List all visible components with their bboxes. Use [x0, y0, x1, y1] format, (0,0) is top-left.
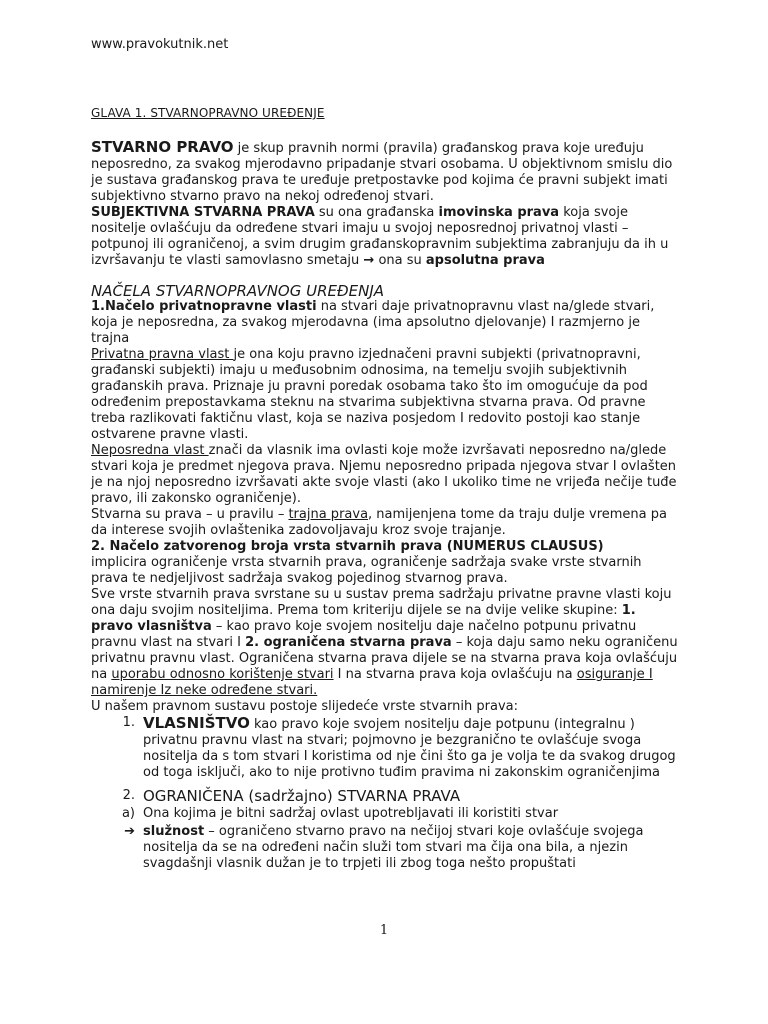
- paragraph-stvarno-pravo: STVARNO PRAVO je skup pravnih normi (pravila) građanskog prava koje uređuju neposredno, za svakog mjerodavno pripadanje stvari osobama. U objektivnom smislu dio je sustava građanskog prava te uređuje pretpostavke pod kojima će pravni subjekt imati subjektivno stvarno pravo na nekoj određenoj stvari.: [91, 138, 673, 204]
- paragraph-privatna-vlast: Privatna pravna vlast je ona koju pravno izjednačeni pravni subjekti (privatnopravni, građanski subjekti) imaju u međusobnim odnosima, na temelju svojih subjektivnih građanskih prava. Priznaje ju pravni poredak osobama tako što im omogućuje da pod određenim prepostavkama steknu na stvarima subjektivna stvarna prava. Od pravne treba razlikovati faktičnu vlast, koja se naziva posjedom I redovito postoji kao stanje ostvarene pravne vlasti.: [91, 347, 648, 442]
- list-item: 1. VLASNIŠTVO kao pravo koje svojem nositelju daje potpunu (integralnu ) privatnu pravnu vlast na stvari; pojmovno je bezgranično te ovlašćuje svoga nositelja da s tom stvari I koristima od nje čini što ga je volja te da svakog drugog od toga isključi, ako to nije protivno tuđim pravima ni zakonskim ograničenjima: [122, 714, 676, 780]
- arrow-icon: ➔: [124, 824, 135, 839]
- header-url: www.pravokutnik.net: [91, 37, 229, 52]
- list-item: ➔ služnost – ograničeno stvarno pravo na nečijoj stvari koje ovlašćuje svojega nositelja da se na određeni način služi tom stvari ma čija ona bila, a njezin svagdašnji vlasnik dužan je to trpjeti ili zbog toga nešto propuštati: [91, 824, 681, 872]
- paragraph-nacelo-1: 1.Načelo privatnopravne vlasti na stvari daje privatnopravnu vlast na/glede stvari, koja je neposredna, za svakog mjerodavna (ima apsolutno djelovanje) I razmjerno je trajna: [91, 299, 655, 346]
- paragraph-vrste: Sve vrste stvarnih prava svrstane su u sustav prema sadržaju privatne pravne vlasti koju ona daju svojim nositeljima. Prema tom kriteriju dijele se na dvije velike skupine: 1. pravo vlasništva – kao pravo koje svojem nositelju daje načelno potpunu privatnu pravnu vlast na stvari I 2. ograničena stvarna prava – koja daju samo neku ograničenu privatnu pravnu vlast. Ograničena stvarna prava dijele se na stvarna prava koja ovlašćuju na uporabu odnosno korištenje stvari I na stvarna prava koja ovlašćuju na osiguranje I namirenje Iz neke određene stvari.: [91, 587, 678, 698]
- list-item: a) Ona kojima je bitni sadržaj ovlast upotrebljavati ili koristiti stvar: [121, 806, 559, 821]
- term-vlasnistvo: VLASNIŠTVO: [143, 714, 250, 732]
- paragraph-trajna-prava: Stvarna su prava – u pravilu – trajna prava, namijenjena tome da traju dulje vremena pa da interese svojih ovlaštenika zadovoljavaju kroz svoje trajanje.: [91, 507, 667, 538]
- paragraph-nacelo-2-title: 2. Načelo zatvorenog broja vrsta stvarnih prava (NUMERUS CLAUSUS): [91, 539, 604, 554]
- term-stvarno-pravo: STVARNO PRAVO: [91, 138, 234, 156]
- paragraph-list-intro: U našem pravnom sustavu postoje slijedeće vrste stvarnih prava:: [91, 699, 518, 714]
- paragraph-nacelo-2: implicira ograničenje vrsta stvarnih prava, ograničenje sadržaja svake vrste stvarnih prava te nedjeljivost sadržaja svakog pojedinog stvarnog prava.: [91, 555, 642, 586]
- paragraph-subjektivna-prava: SUBJEKTIVNA STVARNA PRAVA su ona građanska imovinska prava koja svoje nositelje ovlašćuju da određene stvari imaju u svojoj neposrednoj privatnoj vlasti – potpunoj ili ograničenoj, a svim drugim građanskopravnim subjektima zabranjuju da ih u izvršavanju te vlasti samovlasno smetaju → ona su apsolutna prava: [91, 205, 669, 268]
- chapter-heading: GLAVA 1. STVARNOPRAVNO UREĐENJE: [91, 106, 325, 120]
- section-heading: NAČELA STVARNOPRAVNOG UREĐENJA: [91, 282, 385, 300]
- document-body: [91, 105, 681, 872]
- arrow-icon: →: [363, 253, 375, 268]
- page-number: 1: [379, 923, 389, 938]
- paragraph-neposredna-vlast: Neposredna vlast znači da vlasnik ima ovlasti koje može izvršavati neposredno na/glede stvari koja je predmet njegova prava. Njemu neposredno pripada njegova stvar I ovlašten je na njoj neposredno izvršavati akte svoje vlasti (ako I ukoliko time ne vrijeđa nečije tuđe pravo, ili zakonsko ograničenje).: [91, 443, 677, 506]
- list-item: 2. OGRANIČENA (sadržajno) STVARNA PRAVA: [122, 787, 461, 805]
